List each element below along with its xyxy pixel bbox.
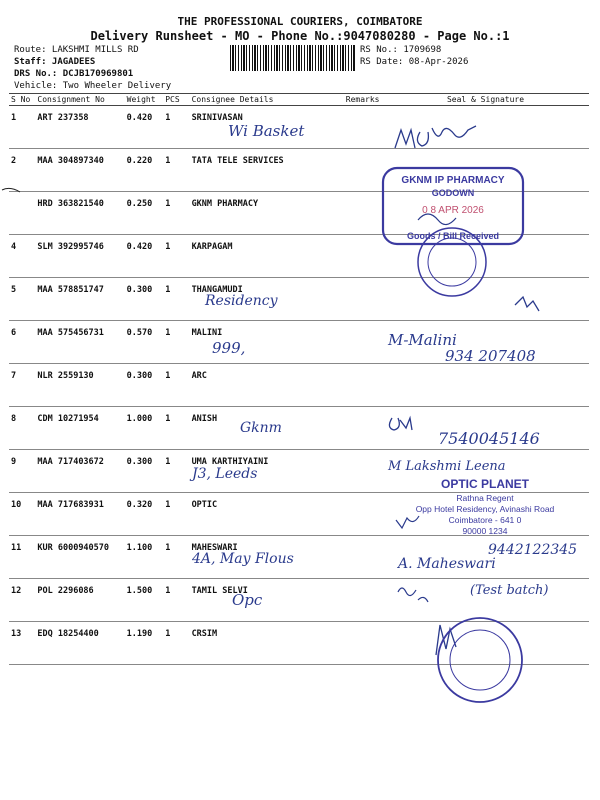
- handwriting-r9: J3, Leeds: [192, 466, 258, 482]
- cell-weight: 0.300: [125, 364, 164, 407]
- cell-consignee: ARC: [190, 364, 344, 407]
- cell-pcs: 1: [163, 622, 189, 665]
- cell-pcs: 1: [163, 106, 189, 149]
- cell-consignment: HRD 363821540: [35, 192, 124, 235]
- signature-row9: M Lakshmi Leena: [388, 459, 506, 474]
- table-row: [9, 493, 589, 536]
- cell-consignee: MALINI: [190, 321, 344, 364]
- table-row: [9, 536, 589, 579]
- cell-sno: 10: [9, 493, 35, 536]
- optic-stamp-line3: Coimbatore - 641 0: [448, 515, 522, 525]
- cell-weight: 0.220: [125, 149, 164, 192]
- handwriting-r8: Gknm: [240, 420, 282, 436]
- cell-consignment: MAA 578851747: [35, 278, 124, 321]
- table-row: [9, 192, 589, 235]
- cell-weight: 0.420: [125, 235, 164, 278]
- optic-stamp-line1: Rathna Regent: [456, 493, 514, 503]
- cell-seal: [382, 450, 589, 493]
- cell-consignment: KUR 6000940570: [35, 536, 124, 579]
- cell-consignment: MAA 304897340: [35, 149, 124, 192]
- cell-consignee: CRSIM: [190, 622, 344, 665]
- note-row12: (Test batch): [470, 583, 549, 598]
- cell-seal: [382, 149, 589, 192]
- cell-pcs: 1: [163, 149, 189, 192]
- cell-consignment: MAA 575456731: [35, 321, 124, 364]
- cell-seal: [382, 278, 589, 321]
- table-row: [9, 364, 589, 407]
- gknm-stamp-sub: GODOWN: [431, 188, 475, 198]
- cell-consignee: TATA TELE SERVICES: [190, 149, 344, 192]
- cell-sno: 13: [9, 622, 35, 665]
- staff-label: Staff: JAGADEES: [14, 57, 96, 67]
- cell-consignment: MAA 717403672: [35, 450, 124, 493]
- cell-sno: 9: [9, 450, 35, 493]
- cell-pcs: 1: [163, 407, 189, 450]
- gknm-stamp-title: GKNM IP PHARMACY: [401, 175, 505, 186]
- table-row: [9, 321, 589, 364]
- handwriting-r5: Residency: [205, 293, 278, 309]
- cell-pcs: 1: [163, 278, 189, 321]
- table-row: [9, 622, 589, 665]
- handwriting-r11: 4A, May Flous: [192, 551, 294, 567]
- runsheet-subtitle: Delivery Runsheet - MO - Phone No.:9047080280 - Page No.:1: [90, 29, 510, 43]
- col-weight: Weight: [125, 94, 164, 106]
- cell-sno: 4: [9, 235, 35, 278]
- cell-sno: 2: [9, 149, 35, 192]
- rs-number: RS No.: 1709698: [360, 45, 442, 55]
- cell-weight: 0.300: [125, 278, 164, 321]
- cell-consignment: SLM 392995746: [35, 235, 124, 278]
- cell-consignee: KARPAGAM: [190, 235, 344, 278]
- cell-consignee: GKNM PHARMACY: [190, 192, 344, 235]
- cell-remarks: [344, 321, 382, 364]
- handwriting-r12: Opc: [232, 591, 263, 609]
- col-consignee: Consignee Details: [190, 94, 344, 106]
- vehicle-label: Vehicle: Two Wheeler Delivery: [14, 81, 172, 91]
- table-row: [9, 407, 589, 450]
- cell-weight: 1.500: [125, 579, 164, 622]
- cell-consignee: MAHESWARI: [190, 536, 344, 579]
- optic-stamp-phone: 90000 1234: [462, 526, 508, 536]
- company-title: THE PROFESSIONAL COURIERS, COIMBATORE: [177, 15, 423, 28]
- cell-consignee: TAMIL SELVI: [190, 579, 344, 622]
- cell-consignee: SRINIVASAN: [190, 106, 344, 149]
- cell-seal: [382, 622, 589, 665]
- cell-remarks: [344, 106, 382, 149]
- table-row: [9, 579, 589, 622]
- rs-date: RS Date: 08-Apr-2026: [360, 57, 469, 67]
- cell-seal: [382, 106, 589, 149]
- cell-seal: [382, 192, 589, 235]
- cell-sno: [9, 192, 35, 235]
- cell-consignment: POL 2296086: [35, 579, 124, 622]
- cell-weight: 0.250: [125, 192, 164, 235]
- route-label: Route: LAKSHMI MILLS RD: [14, 45, 139, 55]
- cell-sno: 5: [9, 278, 35, 321]
- phone-row11: 9442122345: [488, 542, 578, 558]
- cell-remarks: [344, 149, 382, 192]
- cell-remarks: [344, 493, 382, 536]
- drs-label: DRS No.: DCJB170969801: [14, 69, 134, 79]
- cell-seal: [382, 579, 589, 622]
- cell-weight: 1.100: [125, 536, 164, 579]
- cell-sno: 8: [9, 407, 35, 450]
- cell-sno: 1: [9, 106, 35, 149]
- col-consignment: Consignment No: [35, 94, 124, 106]
- cell-consignment: ART 237358: [35, 106, 124, 149]
- gknm-stamp-received: Goods / Bill Received: [406, 231, 500, 241]
- cell-consignee: OPTIC: [190, 493, 344, 536]
- cell-weight: 0.570: [125, 321, 164, 364]
- cell-pcs: 1: [163, 579, 189, 622]
- cell-weight: 0.300: [125, 450, 164, 493]
- cell-sno: 6: [9, 321, 35, 364]
- cell-consignee: ANISH: [190, 407, 344, 450]
- handwriting-r1: Wi Basket: [228, 122, 305, 140]
- runsheet-table: [9, 93, 589, 665]
- optic-stamp-name: OPTIC PLANET: [440, 477, 530, 491]
- cell-pcs: 1: [163, 192, 189, 235]
- cell-weight: 0.320: [125, 493, 164, 536]
- cell-seal: [382, 364, 589, 407]
- cell-pcs: 1: [163, 321, 189, 364]
- cell-seal: [382, 536, 589, 579]
- cell-pcs: 1: [163, 235, 189, 278]
- table-header-row: [9, 94, 589, 106]
- optic-stamp-line2: Opp Hotel Residency, Avinashi Road: [415, 504, 555, 514]
- barcode-image: [230, 45, 355, 71]
- cell-weight: 1.190: [125, 622, 164, 665]
- table-row: [9, 278, 589, 321]
- cell-seal: [382, 235, 589, 278]
- cell-pcs: 1: [163, 450, 189, 493]
- cell-sno: 11: [9, 536, 35, 579]
- table-row: [9, 450, 589, 493]
- cell-weight: 0.420: [125, 106, 164, 149]
- cell-remarks: [344, 235, 382, 278]
- col-pcs: PCS: [163, 94, 189, 106]
- table-row: [9, 149, 589, 192]
- handwriting-r6: 999,: [212, 339, 246, 357]
- cell-consignment: EDQ 18254400: [35, 622, 124, 665]
- cell-consignee: UMA KARTHIYAINI: [190, 450, 344, 493]
- table-row: [9, 235, 589, 278]
- col-remarks: Remarks: [344, 94, 382, 106]
- cell-remarks: [344, 536, 382, 579]
- cell-consignee: THANGAMUDI: [190, 278, 344, 321]
- cell-remarks: [344, 192, 382, 235]
- cell-remarks: [344, 450, 382, 493]
- signature-row11: A. Maheswari: [398, 556, 496, 572]
- gknm-stamp-date: 0 8 APR 2026: [422, 205, 484, 216]
- cell-remarks: [344, 407, 382, 450]
- cell-remarks: [344, 622, 382, 665]
- cell-weight: 1.000: [125, 407, 164, 450]
- cell-seal: [382, 407, 589, 450]
- cell-sno: 12: [9, 579, 35, 622]
- cell-seal: [382, 493, 589, 536]
- table-row: [9, 106, 589, 149]
- cell-consignment: MAA 717683931: [35, 493, 124, 536]
- col-sno: S No: [9, 94, 35, 106]
- cell-pcs: 1: [163, 364, 189, 407]
- signature-row6: M-Malini: [388, 331, 457, 349]
- cell-consignment: NLR 2559130: [35, 364, 124, 407]
- cell-remarks: [344, 579, 382, 622]
- cell-remarks: [344, 278, 382, 321]
- cell-pcs: 1: [163, 536, 189, 579]
- phone-row6: 934 207408: [445, 347, 536, 365]
- phone-row8: 7540045146: [438, 429, 540, 448]
- cell-remarks: [344, 364, 382, 407]
- col-seal: Seal & Signature: [382, 94, 589, 106]
- cell-sno: 7: [9, 364, 35, 407]
- cell-seal: [382, 321, 589, 364]
- cell-consignment: CDM 10271954: [35, 407, 124, 450]
- cell-pcs: 1: [163, 493, 189, 536]
